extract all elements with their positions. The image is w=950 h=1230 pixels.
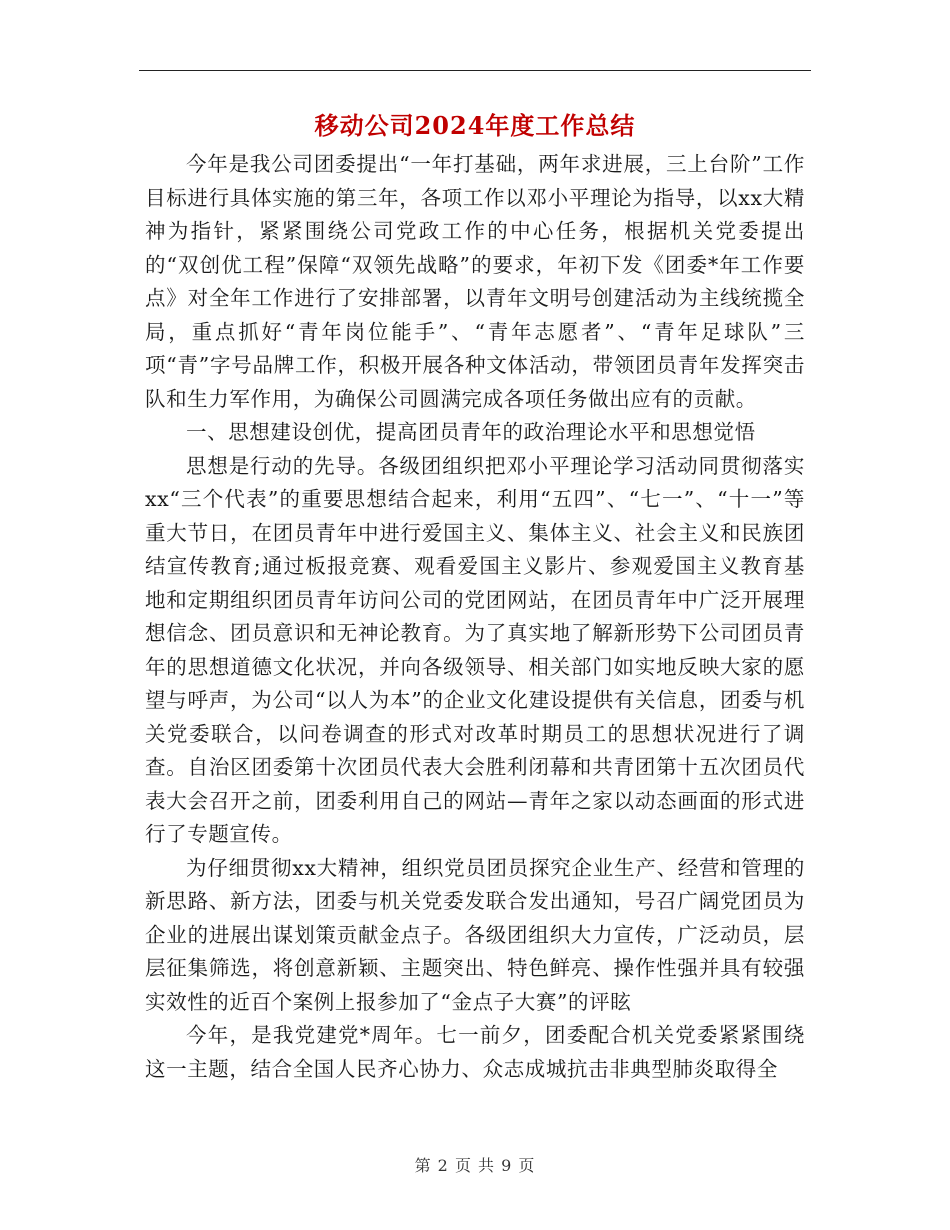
header-rule — [139, 70, 811, 71]
page-number: 第 2 页 共 9 页 — [414, 1156, 536, 1175]
paragraph-ideology: 思想是行动的先导。各级团组织把邓小平理论学习活动同贯彻落实xx“三个代表”的重要思想结合起来，利用“五四”、“七一”、“十一”等重大节日，在团员青年中进行爱国主义、集体主义、社会主义和民族团结宣传教育;通过板报竞赛、观看爱国主义影片、参观爱国主义教育基地和定期组织团员青年访问公司的党团网站，在团员青年中广泛开展理想信念、团员意识和无神论教育。为了真实地了解新形势下公司团员青年的思想道德文化状况，并向各级领导、相关部门如实地反映大家的愿望与呼声，为公司“以人为本”的企业文化建设提供有关信息，团委与机关党委联合，以问卷调查的形式对改革时期员工的思想状况进行了调查。自治区团委第十次团员代表大会胜利闭幕和共青团第十五次团员代表大会召开之前，团委利用自己的网站—青年之家以动态画面的形式进行了专题宣传。 — [145, 453, 805, 846]
paragraph-intro: 今年是我公司团委提出“一年打基础，两年求进展，三上台阶”工作目标进行具体实施的第三年，各项工作以邓小平理论为指导，以xx大精神为指针，紧紧围绕公司党政工作的中心任务，根据机关党委提出的“双创优工程”保障“双领先战略”的要求，年初下发《团委*年工作要点》对全年工作进行了安排部署，以青年文明号创建活动为主线统揽全局，重点抓好“青年岗位能手”、“青年志愿者”、“青年足球队”三项“青”字号品牌工作，积极开展各种文体活动，带领团员青年发挥突击队和生力军作用，为确保公司圆满完成各项任务做出应有的贡献。 — [145, 152, 805, 411]
document-title: 移动公司2024年度工作总结 — [314, 111, 636, 140]
paragraph-party-anniversary: 今年，是我党建党*周年。七一前夕，团委配合机关党委紧紧围绕这一主题，结合全国人民齐心协力、众志成城抗击非典型肺炎取得全 — [145, 1023, 805, 1081]
document-body — [145, 148, 805, 1086]
section-heading-1: 一、思想建设创优，提高团员青年的政治理论水平和思想觉悟 — [186, 420, 756, 444]
paragraph-golden-ideas: 为仔细贯彻xx大精神，组织党员团员探究企业生产、经营和管理的新思路、新方法，团委与机关党委发联合发出通知，号召广阔党团员为企业的进展出谋划策贡献金点子。各级团组织大力宣传，广泛动员，层层征集筛选，将创意新颖、主题突出、特色鲜亮、操作性强并具有较强实效性的近百个案例上报参加了“金点子大赛”的评眩 — [145, 855, 805, 1014]
